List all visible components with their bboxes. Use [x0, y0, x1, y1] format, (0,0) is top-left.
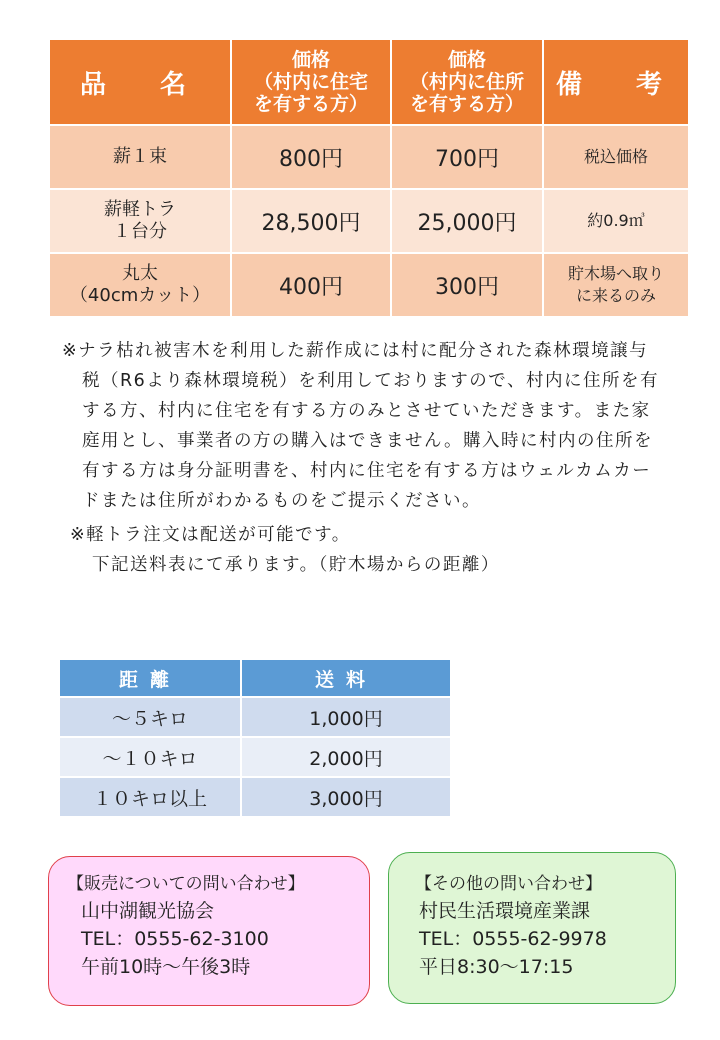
item-remarks: 約0.9㎥ [543, 189, 689, 253]
price-home: 800円 [231, 125, 391, 189]
header-price-resident-address: 価格 （村内に住所 を有する方） [391, 39, 543, 125]
item-remarks: 貯木場へ取り に来るのみ [543, 253, 689, 317]
sales-contact-title: 【販売についての問い合わせ】 [67, 874, 305, 894]
distance-cell: ～１０キロ [59, 737, 241, 777]
sales-contact-box [48, 856, 370, 1006]
shipping-table [58, 658, 452, 818]
fee-cell: 2,000円 [241, 737, 451, 777]
price-table [48, 38, 690, 318]
table-row [49, 189, 689, 253]
price-address: 700円 [391, 125, 543, 189]
sales-contact-tel: TEL：0555-62-3100 [81, 928, 269, 950]
table-row [59, 737, 451, 777]
item-name: 薪軽トラ １台分 [49, 189, 231, 253]
header-fee: 送料 [241, 659, 451, 697]
other-contact-box [388, 852, 676, 1004]
header-distance: 距離 [59, 659, 241, 697]
fee-cell: 3,000円 [241, 777, 451, 817]
price-home: 28,500円 [231, 189, 391, 253]
item-name: 薪１束 [49, 125, 231, 189]
delivery-note [62, 520, 662, 580]
sales-contact-org: 山中湖観光協会 [81, 900, 215, 922]
header-remarks: 備 考 [543, 39, 689, 125]
table-row [49, 125, 689, 189]
delivery-note-line1: ※軽トラ注文は配送が可能です。 [70, 525, 351, 545]
price-home: 400円 [231, 253, 391, 317]
shipping-table-header [59, 659, 451, 697]
table-row [49, 253, 689, 317]
usage-note: ※ナラ枯れ被害木を利用した薪作成には村に配分された森林環境譲与税（R6より森林環境税）を利用しておりますので、村内に住所を有する方、村内に住宅を有する方のみとさせていただきます。また家庭用とし、事業者の方の購入はできません。購入時に村内の住所を有する方は身分証明書を、村内に住宅を有する方はウェルカムカードまたは住所がわかるものをご提示ください。 [62, 341, 659, 511]
price-address: 300円 [391, 253, 543, 317]
header-item-name: 品 名 [49, 39, 231, 125]
delivery-note-line2: 下記送料表にて承ります。（貯木場からの距離） [92, 555, 500, 575]
price-table-header [49, 39, 689, 125]
sales-contact-hours: 午前10時～午後3時 [81, 956, 251, 978]
distance-cell: ～５キロ [59, 697, 241, 737]
fee-cell: 1,000円 [241, 697, 451, 737]
distance-cell: １０キロ以上 [59, 777, 241, 817]
notes-section [62, 336, 662, 580]
table-row [59, 697, 451, 737]
item-remarks: 税込価格 [543, 125, 689, 189]
header-price-resident-home: 価格 （村内に住宅 を有する方） [231, 39, 391, 125]
table-row [59, 777, 451, 817]
item-name: 丸太 （40cmカット） [49, 253, 231, 317]
other-contact-hours: 平日8:30～17:15 [419, 956, 574, 978]
price-address: 25,000円 [391, 189, 543, 253]
other-contact-org: 村民生活環境産業課 [419, 900, 591, 922]
other-contact-tel: TEL：0555-62-9978 [419, 928, 607, 950]
other-contact-title: 【その他の問い合わせ】 [415, 874, 602, 894]
